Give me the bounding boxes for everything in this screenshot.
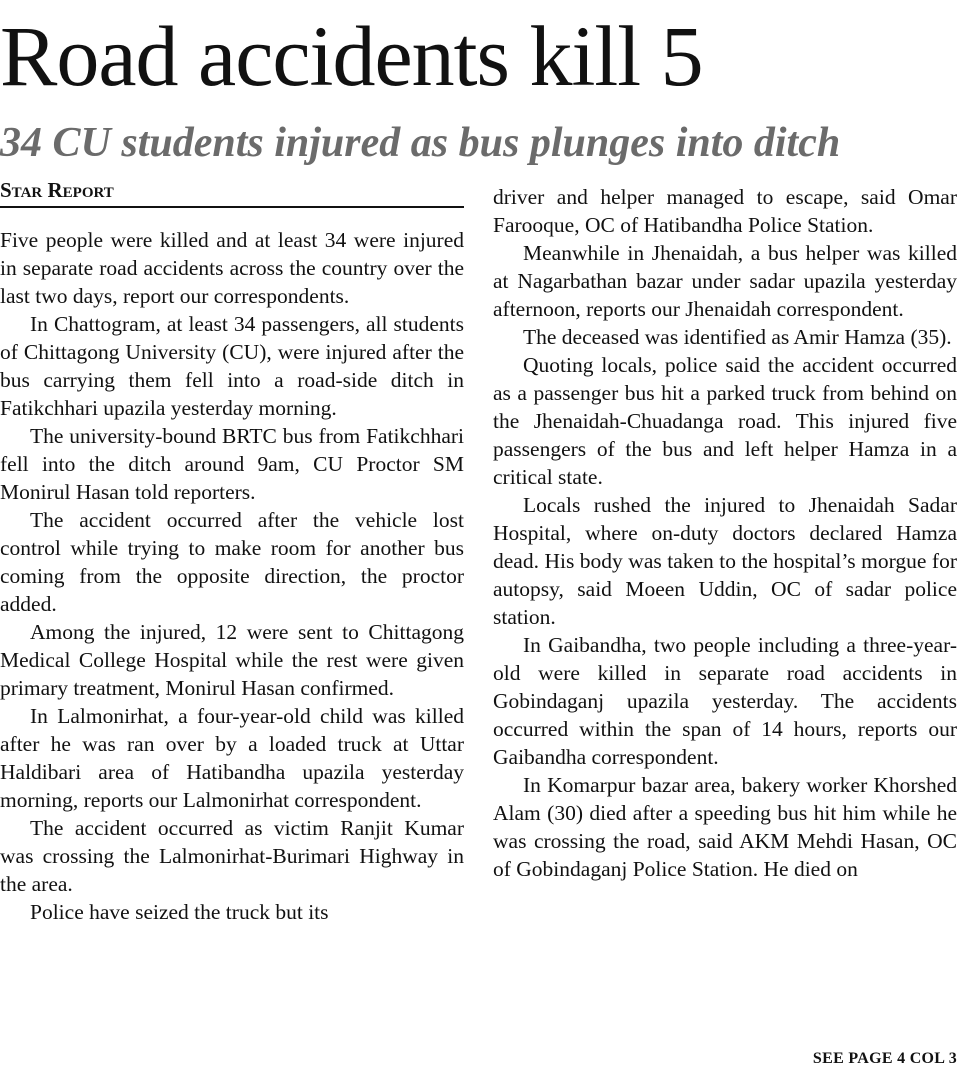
- paragraph: Meanwhile in Jhenaidah, a bus helper was killed at Nagarbathan bazar under sadar upazila yesterday afternoon, reports our Jhenaidah correspondent.: [493, 241, 957, 321]
- continued-jump-line: SEE PAGE 4 COL 3: [812, 1050, 957, 1067]
- headline: Road accidents kill 5: [0, 8, 703, 104]
- paragraph: The accident occurred after the vehicle lost control while trying to make room for another bus coming from the opposite direction, the proctor added.: [0, 508, 464, 616]
- paragraph: The deceased was identified as Amir Hamza (35).: [523, 325, 952, 349]
- paragraph: The university-bound BRTC bus from Fatikchhari fell into the ditch around 9am, CU Proctor SM Monirul Hasan told reporters.: [0, 424, 464, 504]
- paragraph: In Lalmonirhat, a four-year-old child was killed after he was ran over by a loaded truck at Uttar Haldibari area of Hatibandha upazila yesterday morning, reports our Lalmonirhat correspondent.: [0, 704, 464, 812]
- paragraph: Locals rushed the injured to Jhenaidah Sadar Hospital, where on-duty doctors declared Hamza dead. His body was taken to the hospital’s morgue for autopsy, said Moeen Uddin, OC of sadar police station.: [493, 493, 957, 629]
- byline: Star Report: [0, 176, 464, 208]
- paragraph: Quoting locals, police said the accident occurred as a passenger bus hit a parked truck from behind on the Jhenaidah-Chuadanga road. This injured five passengers of the bus and left helper Hamza in a critical state.: [493, 353, 957, 489]
- subheadline: 34 CU students injured as bus plunges into ditch: [0, 120, 841, 166]
- paragraph: Five people were killed and at least 34 were injured in separate road accidents across the country over the last two days, report our correspondents.: [0, 228, 464, 308]
- article-column-left: [0, 226, 464, 926]
- paragraph: Among the injured, 12 were sent to Chittagong Medical College Hospital while the rest were given primary treatment, Monirul Hasan confirmed.: [0, 620, 464, 700]
- paragraph: The accident occurred as victim Ranjit Kumar was crossing the Lalmonirhat-Burimari Highway in the area.: [0, 816, 464, 896]
- article-column-right: [493, 183, 957, 883]
- paragraph: In Chattogram, at least 34 passengers, all students of Chittagong University (CU), were injured after the bus carrying them fell into a road-side ditch in Fatikchhari upazila yesterday morning.: [0, 312, 464, 420]
- paragraph: In Gaibandha, two people including a three-year-old were killed in separate road accidents in Gobindaganj upazila yesterday. The accidents occurred within the span of 14 hours, reports our Gaibandha correspondent.: [493, 633, 957, 769]
- paragraph: In Komarpur bazar area, bakery worker Khorshed Alam (30) died after a speeding bus hit him while he was crossing the road, said AKM Mehdi Hasan, OC of Gobindaganj Police Station. He died on: [493, 773, 957, 881]
- paragraph: driver and helper managed to escape, said Omar Farooque, OC of Hatibandha Police Station.: [493, 185, 957, 237]
- paragraph: Police have seized the truck but its: [30, 900, 329, 924]
